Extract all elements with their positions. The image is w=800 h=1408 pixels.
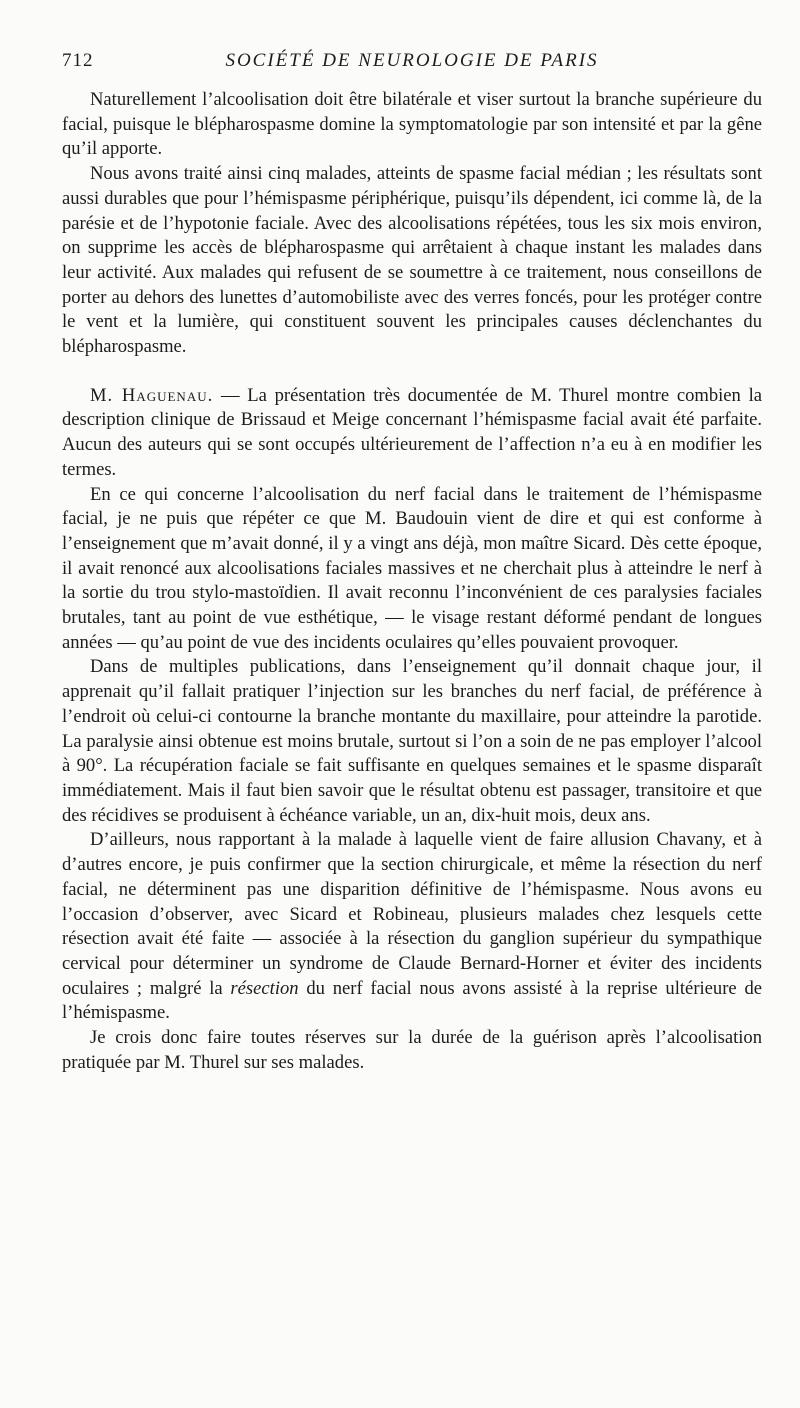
paragraph	[62, 483, 762, 656]
paragraph-text: du nerf facial nous avons assisté à la reprise ultérieure de l’hémispasme.	[62, 977, 762, 1024]
page-header	[62, 50, 762, 80]
paragraph	[62, 384, 762, 483]
paragraph	[62, 655, 762, 828]
emphasis-text: résection	[230, 977, 299, 999]
paragraph-text: Naturellement l’alcoolisation doit être bilatérale et viser surtout la branche supérieure du facial, puisque le blépharospasme domine la symptomatologie par son intensité et par la gêne qu’il apporte.	[62, 89, 762, 160]
document-body	[62, 88, 762, 1075]
paragraph-text: D’ailleurs, nous rapportant à la malade à laquelle vient de faire allusion Chavany, et à d’autres encore, je puis confirmer que la section chirurgicale, et même la résection du nerf facial, ne déterminent pas une disparition définitive de l’hémispasme. Nous avons eu l’occasion d’observer, avec Sicard et Robineau, plusieurs malades chez lesquels cette résection avait été faite — associée à la résection du ganglion supérieur du sympathique cervical pour déterminer un syndrome de Claude Bernard-Horner et éviter des incidents oculaires ; malgré la	[62, 829, 762, 999]
paragraph	[62, 88, 762, 162]
paragraph-text: — La présentation très documentée de M. Thurel montre combien la description clinique de Brissaud et Meige concernant l’hémispasme facial avait été parfaite. Aucun des auteurs qui se sont occupés ultérieurement de l’affection n’a eu à en modifier les termes.	[62, 384, 762, 480]
paragraph-text: Je crois donc faire toutes réserves sur la durée de la guérison après l’alcoolisation pratiquée par M. Thurel sur ses malades.	[62, 1027, 762, 1073]
paragraph-text: En ce qui concerne l’alcoolisation du nerf facial dans le traitement de l’hémispasme facial, je ne puis que répéter ce que M. Baudouin vient de dire et qui est conforme à l’enseignement que m’avait donné, il y a vingt ans déjà, mon maître Sicard. Dès cette époque, il avait renoncé aux alcoolisations faciales massives et ne cherchait plus à atteindre le nerf à la sortie du trou stylo-mastoïdien. Il avait reconnu l’inconvénient de ces paralysies faciales brutales, tant au point de vue esthétique, — le visage restant déformé pendant de longues années — qu’au point de vue des incidents oculaires qu’elles pouvaient provoquer.	[62, 483, 762, 653]
page-number: 712	[62, 50, 94, 71]
running-title: SOCIÉTÉ DE NEUROLOGIE DE PARIS	[225, 50, 599, 71]
paragraph	[62, 828, 762, 1026]
paragraph-text: Nous avons traité ainsi cinq malades, atteints de spasme facial médian ; les résultats sont aussi durables que pour l’hémispasme périphérique, puisqu’ils dépendent, ici comme là, de la parésie et de l’hypotonie faciale. Avec des alcoolisations répétées, tous les six mois environ, on supprime les accès de blépharospasme qui arrêtaient à chaque instant les malades dans leur activité. Aux malades qui refusent de se soumettre à ce traitement, nous conseillons de porter au dehors des lunettes d’automobiliste avec des verres foncés, pour les protéger contre le vent et la lumière, qui constituent souvent les principales causes déclenchantes du blépharospasme.	[62, 163, 762, 358]
paragraph	[62, 1026, 762, 1075]
paragraph-text: Dans de multiples publications, dans l’enseignement qu’il donnait chaque jour, il apprenait qu’il fallait pratiquer l’injection sur les branches du nerf facial, de préférence à l’endroit où celui-ci contourne la branche montante du maxillaire, pour atteindre la parotide. La paralysie ainsi obtenue est moins brutale, surtout si l’on a soin de ne pas employer l’alcool à 90°. La récupération faciale se fait suffisante en quelques semaines et le spasme disparaît immédiatement. Mais il faut bien savoir que le résultat obtenu est passager, transitoire et que des récidives se produisent à échéance variable, un an, dix-huit mois, deux ans.	[62, 656, 762, 826]
speaker-name: M. Haguenau.	[90, 384, 214, 406]
paragraph	[62, 162, 762, 360]
